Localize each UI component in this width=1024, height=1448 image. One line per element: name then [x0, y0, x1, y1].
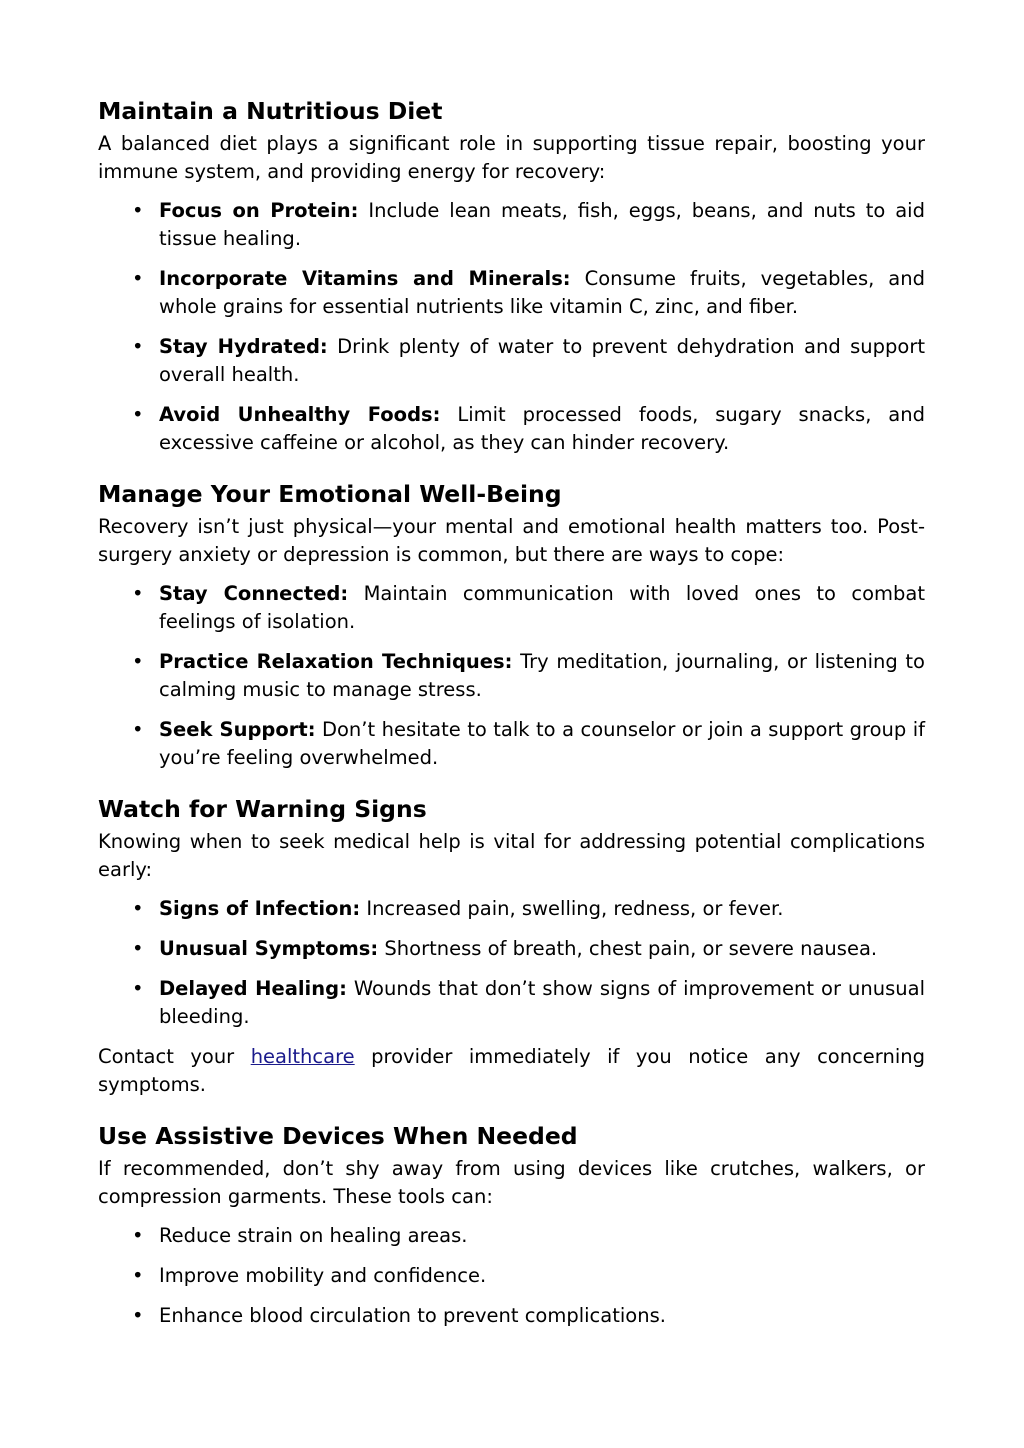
item-text: Try meditation, journaling, or listening to calming music to manage stress.: [159, 650, 925, 701]
list-item: [98, 1262, 925, 1290]
item-text: Increased pain, swelling, redness, or fever.: [360, 897, 784, 920]
section-emotional-well-being: [98, 477, 925, 772]
bullet-icon: •: [132, 1264, 144, 1287]
item-label: Delayed Healing:: [159, 977, 347, 1000]
list-item: [98, 895, 925, 923]
document-page: [98, 94, 925, 1330]
bullet-icon: •: [132, 582, 144, 605]
item-label: Stay Connected:: [159, 582, 349, 605]
section-heading: Maintain a Nutritious Diet: [98, 97, 443, 125]
item-text: Limit processed foods, sugary snacks, and excessive caffeine or alcohol, as they can hinder recovery.: [159, 403, 925, 454]
item-text: Improve mobility and confidence.: [159, 1264, 487, 1287]
bullet-list: [98, 580, 925, 772]
bullet-list: [98, 1222, 925, 1330]
section-intro: A balanced diet plays a significant role in supporting tissue repair, boosting your immune system, and providing energy for recovery:: [98, 132, 925, 183]
item-text: Reduce strain on healing areas.: [159, 1224, 468, 1247]
contact-text-after: provider immediately if you notice any concerning symptoms.: [98, 1045, 925, 1096]
section-intro: Recovery isn’t just physical—your mental and emotional health matters too. Post-surgery anxiety or depression is common, but there are ways to cope:: [98, 515, 925, 566]
section-intro: Knowing when to seek medical help is vital for addressing potential complications early:: [98, 830, 925, 881]
healthcare-link[interactable]: healthcare: [250, 1045, 355, 1068]
list-item: [98, 1302, 925, 1330]
list-item: [98, 975, 925, 1031]
item-text: Wounds that don’t show signs of improvement or unusual bleeding.: [159, 977, 925, 1028]
bullet-icon: •: [132, 403, 144, 426]
contact-paragraph: [98, 1043, 925, 1099]
bullet-icon: •: [132, 1224, 144, 1247]
list-item: [98, 580, 925, 636]
list-item: [98, 1222, 925, 1250]
bullet-icon: •: [132, 897, 144, 920]
item-label: Stay Hydrated:: [159, 335, 328, 358]
section-nutritious-diet: [98, 94, 925, 457]
item-label: Seek Support:: [159, 718, 316, 741]
section-heading: Watch for Warning Signs: [98, 795, 427, 823]
list-item: [98, 197, 925, 253]
list-item: [98, 401, 925, 457]
item-label: Practice Relaxation Techniques:: [159, 650, 513, 673]
contact-text-before: Contact your: [98, 1045, 251, 1068]
item-text: Consume fruits, vegetables, and whole grains for essential nutrients like vitamin C, zinc, and fiber.: [159, 267, 925, 318]
list-item: [98, 265, 925, 321]
item-label: Avoid Unhealthy Foods:: [159, 403, 441, 426]
list-item: [98, 333, 925, 389]
item-text: Drink plenty of water to prevent dehydration and support overall health.: [159, 335, 926, 386]
item-label: Focus on Protein:: [159, 199, 359, 222]
bullet-icon: •: [132, 977, 144, 1000]
item-text: Shortness of breath, chest pain, or severe nausea.: [378, 937, 878, 960]
item-label: Signs of Infection:: [159, 897, 361, 920]
list-item: [98, 935, 925, 963]
bullet-icon: •: [132, 199, 144, 222]
list-item: [98, 648, 925, 704]
bullet-icon: •: [132, 267, 144, 290]
bullet-list: [98, 197, 925, 457]
bullet-icon: •: [132, 937, 144, 960]
bullet-list: [98, 895, 925, 1031]
section-warning-signs: [98, 792, 925, 1099]
item-text: Don’t hesitate to talk to a counselor or join a support group if you’re feeling overwhelmed.: [159, 718, 925, 769]
item-text: Include lean meats, fish, eggs, beans, and nuts to aid tissue healing.: [159, 199, 925, 250]
section-heading: Manage Your Emotional Well-Being: [98, 480, 562, 508]
bullet-icon: •: [132, 1304, 144, 1327]
bullet-icon: •: [132, 650, 144, 673]
bullet-icon: •: [132, 718, 144, 741]
bullet-icon: •: [132, 335, 144, 358]
item-label: Unusual Symptoms:: [159, 937, 379, 960]
section-heading: Use Assistive Devices When Needed: [98, 1122, 578, 1150]
section-intro: If recommended, don’t shy away from using devices like crutches, walkers, or compression garments. These tools can:: [98, 1157, 925, 1208]
section-assistive-devices: [98, 1119, 925, 1330]
item-text: Maintain communication with loved ones to combat feelings of isolation.: [159, 582, 925, 633]
list-item: [98, 716, 925, 772]
item-label: Incorporate Vitamins and Minerals:: [159, 267, 571, 290]
item-text: Enhance blood circulation to prevent complications.: [159, 1304, 666, 1327]
